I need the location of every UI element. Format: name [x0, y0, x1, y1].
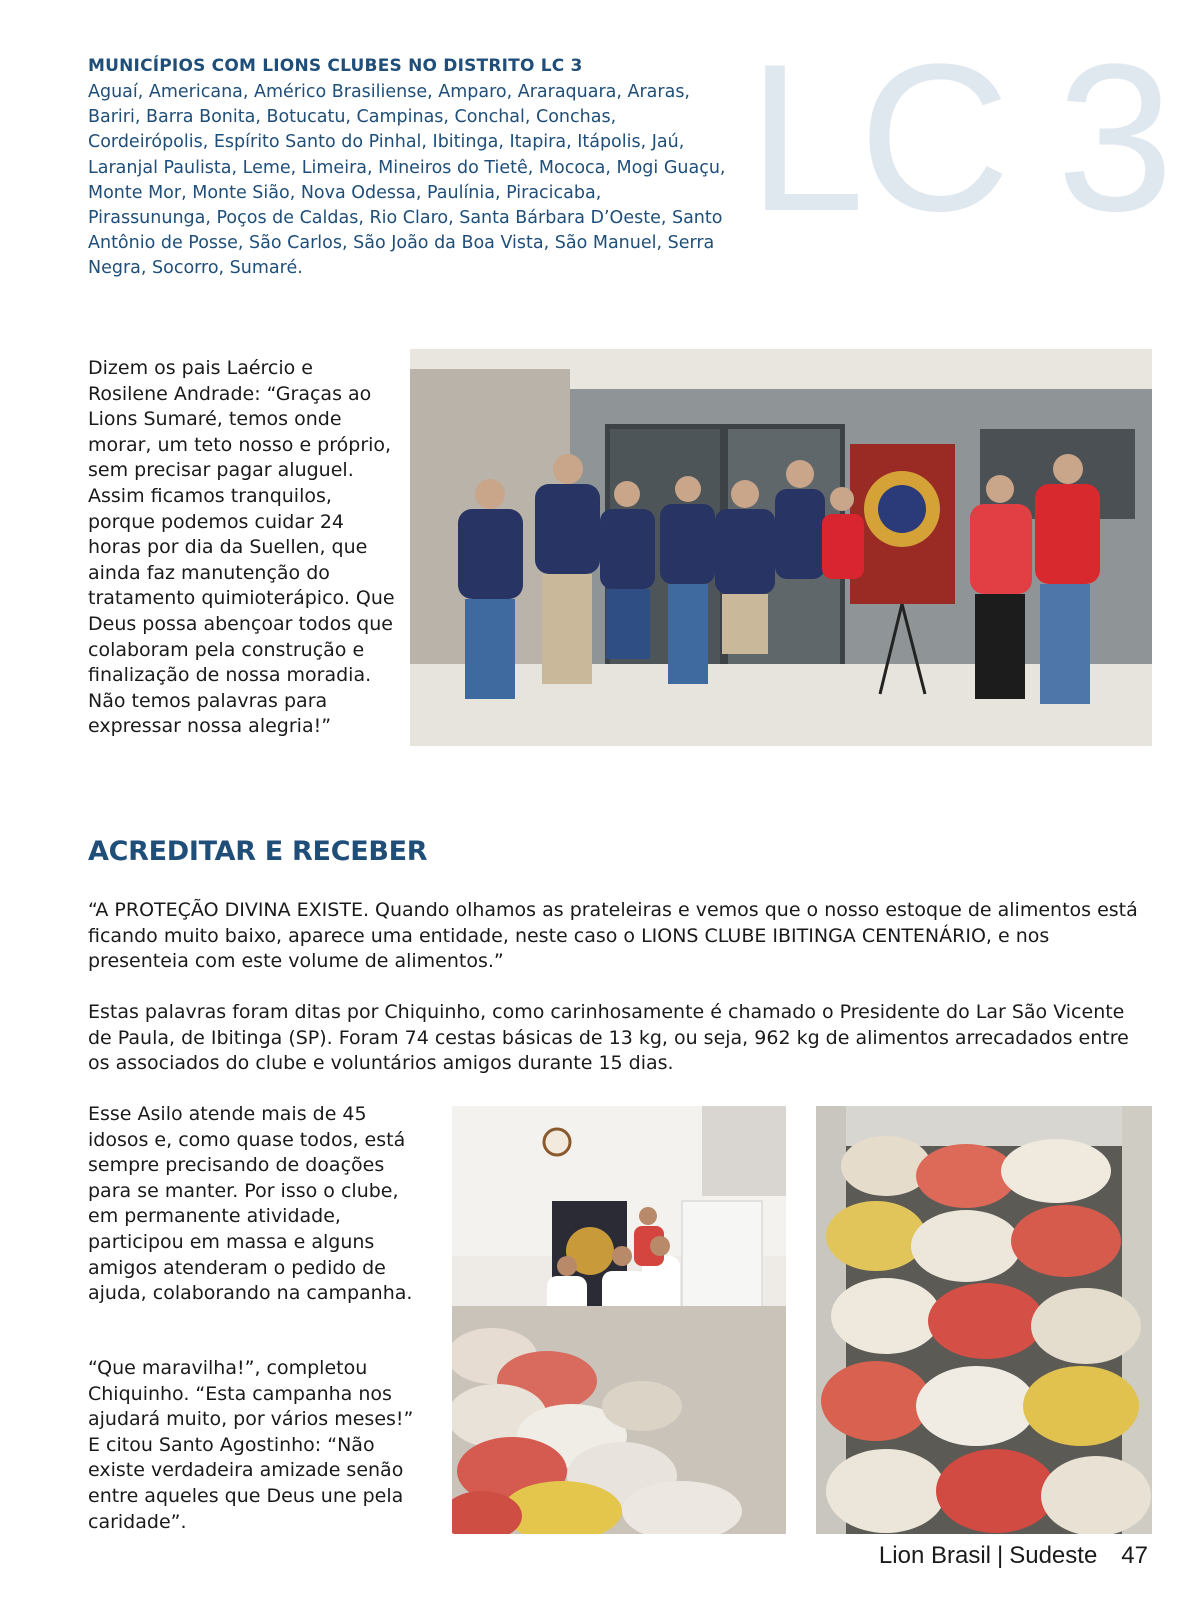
page-number: 47 [1121, 1542, 1148, 1569]
district-watermark: LC 3 [748, 20, 1168, 255]
truck-food-bags-photo [816, 1106, 1152, 1534]
group-photo-house [410, 349, 1152, 746]
municipios-title: MUNICÍPIOS COM LIONS CLUBES NO DISTRITO LC 3 [88, 56, 583, 76]
asylum-paragraph: Esse Asilo atende mais de 45 idosos e, como quase todos, está sempre precisando de doações para se manter. Por isso o clube, em permanente atividade, participou em massa e alguns amigos atenderam o pedido de ajuda, colaborando na campanha. [88, 1103, 413, 1305]
donation-stats-paragraph: Estas palavras foram ditas por Chiquinho, como carinhosamente é chamado o Presidente do Lar São Vicente de Paula, de Ibitinga (SP). Foram 74 cestas básicas de 13 kg, ou seja, 962 kg de alimentos arrecadados entre os associados do clube e voluntários amigos durante 15 dias. [88, 1001, 1129, 1075]
municipios-list: Aguaí, Americana, Américo Brasiliense, Amparo, Araraquara, Araras, Bariri, Barra Bonita, Botucatu, Campinas, Conchal, Conchas, Cordeirópolis, Espírito Santo do Pinhal, Ibitinga, Itapira, Itápolis, Jaú, Laranjal Paulista, Leme, Limeira, Mineiros do Tietê, Mococa, Mogi Guaçu, Monte Mor, Monte Sião, Nova Odessa, Paulínia, Piracicaba, Pirassununga, Poços de Caldas, Rio Claro, Santa Bárbara D’Oeste, Santo Antônio de Posse, São Carlos, São João da Boa Vista, São Manuel, Serra Negra, Socorro, Sumaré. [88, 82, 726, 279]
chiquinho-quote: “Que maravilha!”, completou Chiquinho. “Esta campanha nos ajudará muito, por vários meses!” E citou Santo Agostinho: “Não existe verdadeira amizade senão entre aqueles que Deus une pela caridade”. [88, 1357, 414, 1533]
publication-name: Lion Brasil [878, 1542, 991, 1569]
intro-quote: “A PROTEÇÃO DIVINA EXISTE. Quando olhamos as prateleiras e vemos que o nosso estoque de alimentos está ficando muito baixo, aparece uma entidade, neste caso o LIONS CLUBE IBITINGA CENTENÁRIO, e nos presenteia com este volume de alimentos.” [88, 899, 1138, 973]
page-footer [879, 1542, 1148, 1570]
footer-separator: | [996, 1542, 1004, 1569]
family-quote: Dizem os pais Laércio e Rosilene Andrade: “Graças ao Lions Sumaré, temos onde morar, um teto nosso e próprio, sem precisar pagar aluguel. Assim ficamos tranquilos, porque podemos cuidar 24 horas por dia da Suellen, que ainda faz manutenção do tratamento quimioterápico. Que Deus possa abençoar todos que colaboram pela construção e finalização de nossa moradia. Não temos palavras para expressar nossa alegria!” [88, 357, 395, 738]
region-name: Sudeste [1009, 1542, 1098, 1569]
section-title: ACREDITAR E RECEBER [88, 836, 428, 867]
kitchen-donations-photo [452, 1106, 786, 1534]
